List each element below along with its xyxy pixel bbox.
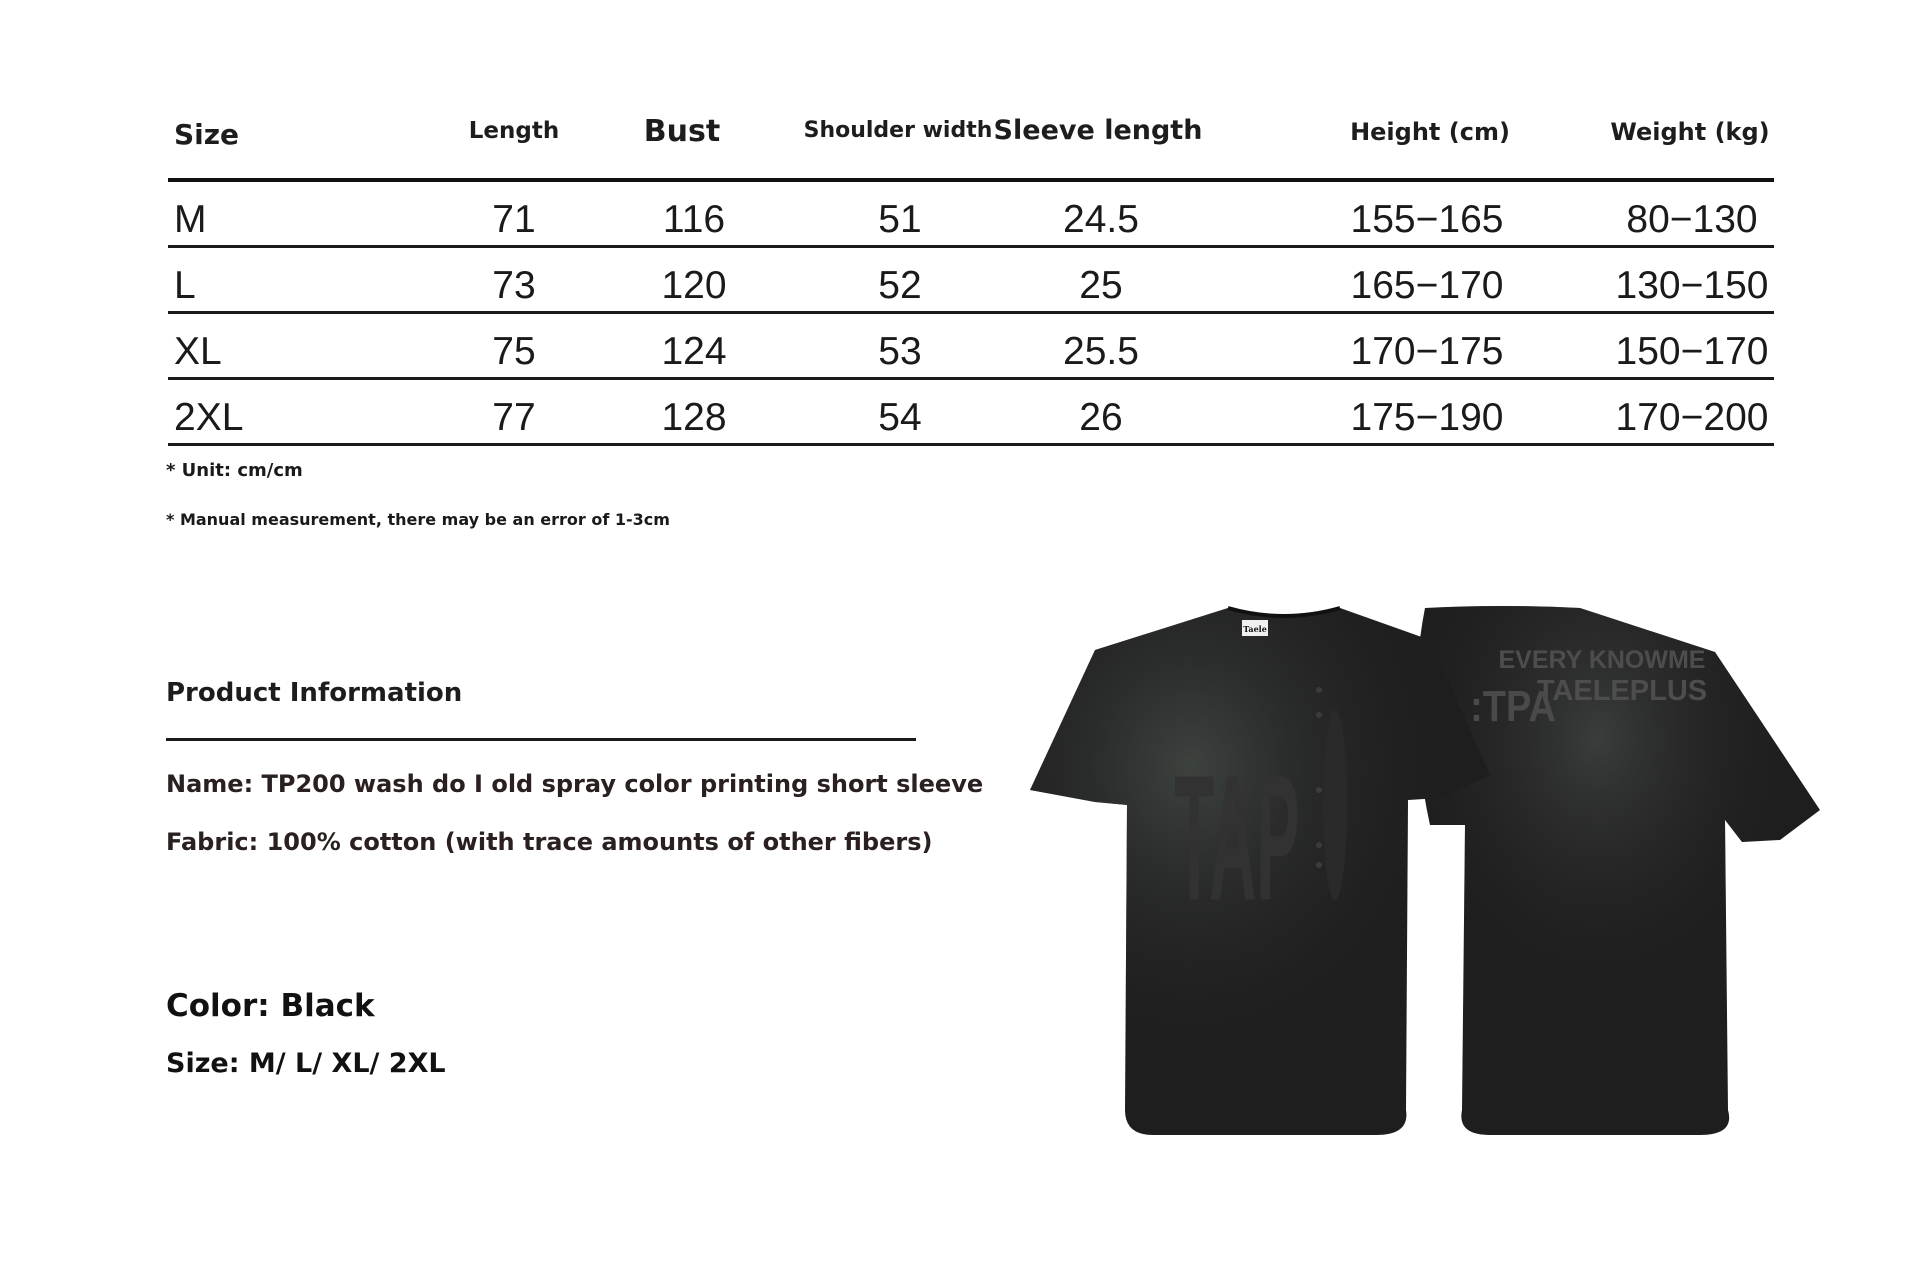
cell-size: L <box>174 264 196 307</box>
cell-length: 71 <box>492 198 536 241</box>
cell-sleeve-length: 25 <box>1079 264 1123 307</box>
back-print-mark: :TPA <box>1470 681 1556 731</box>
neck-label-text: Taele <box>1243 624 1267 634</box>
size-row-m <box>168 182 1774 248</box>
cell-bust: 124 <box>661 330 727 373</box>
cell-bust: 128 <box>661 396 727 439</box>
cell-weight: 170−200 <box>1615 396 1769 439</box>
cell-shoulder-width: 51 <box>878 198 922 241</box>
cell-shoulder-width: 52 <box>878 264 922 307</box>
size-row-l <box>168 248 1774 314</box>
front-print: TAP <box>1174 738 1300 938</box>
product-name: Name: TP200 wash do I old spray color printing short sleeve <box>166 770 984 798</box>
cell-length: 77 <box>492 396 536 439</box>
unit-note: * Unit: cm/cm <box>166 460 303 481</box>
header-height: Height (cm) <box>1350 118 1510 146</box>
header-sleeve-length: Sleeve length <box>993 115 1203 146</box>
product-info-title: Product Information <box>166 678 463 708</box>
tshirt-illustration <box>1010 590 1890 1140</box>
cell-sleeve-length: 24.5 <box>1063 198 1139 241</box>
size-chart-table <box>168 100 1774 446</box>
back-print-line2: TAELEPLUS <box>1536 675 1708 707</box>
header-bust: Bust <box>643 114 721 149</box>
back-print-line1: EVERY KNOWME <box>1498 646 1706 674</box>
cell-sleeve-length: 26 <box>1079 396 1123 439</box>
cell-size: XL <box>174 330 222 373</box>
size-row-2xl <box>168 380 1774 446</box>
cell-sleeve-length: 25.5 <box>1063 330 1139 373</box>
cell-height: 175−190 <box>1350 396 1504 439</box>
cell-height: 170−175 <box>1350 330 1504 373</box>
header-length: Length <box>468 118 560 144</box>
product-photos <box>1010 590 1890 1140</box>
product-sizes: Size: M/ L/ XL/ 2XL <box>166 1048 446 1079</box>
manual-measurement-note: * Manual measurement, there may be an error of 1-3cm <box>166 510 670 529</box>
cell-length: 75 <box>492 330 536 373</box>
header-size: Size <box>174 118 240 151</box>
cell-size: M <box>174 198 207 241</box>
product-info-divider <box>166 738 916 741</box>
cell-shoulder-width: 53 <box>878 330 922 373</box>
header-shoulder-width: Shoulder width <box>803 118 993 143</box>
cell-weight: 150−170 <box>1615 330 1769 373</box>
cell-bust: 120 <box>661 264 727 307</box>
size-chart-header-row <box>168 100 1774 182</box>
front-tshirt <box>1030 608 1490 1135</box>
cell-weight: 130−150 <box>1615 264 1769 307</box>
cell-bust: 116 <box>662 198 726 241</box>
product-color: Color: Black <box>166 988 375 1024</box>
product-fabric: Fabric: 100% cotton (with trace amounts of other fibers) <box>166 828 933 856</box>
back-tshirt <box>1416 606 1820 1135</box>
cell-weight: 80−130 <box>1626 198 1758 241</box>
cell-shoulder-width: 54 <box>878 396 922 439</box>
cell-length: 73 <box>492 264 536 307</box>
header-weight: Weight (kg) <box>1610 118 1770 146</box>
cell-height: 155−165 <box>1350 198 1504 241</box>
size-row-xl <box>168 314 1774 380</box>
cell-height: 165−170 <box>1350 264 1504 307</box>
cell-size: 2XL <box>174 396 244 439</box>
